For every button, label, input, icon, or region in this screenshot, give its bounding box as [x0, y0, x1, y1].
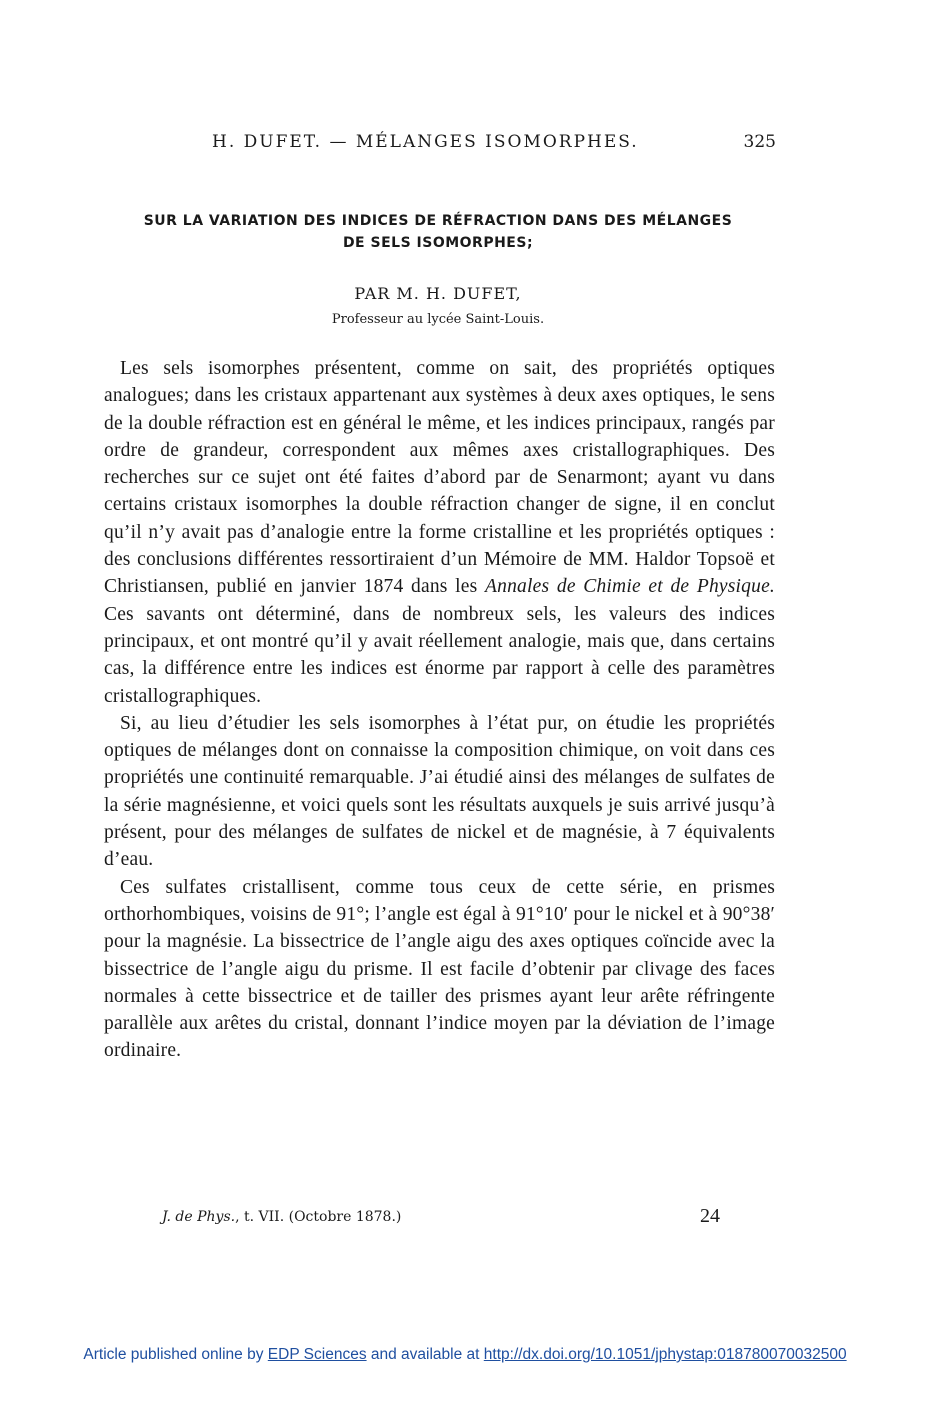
signature-mark: 24 — [700, 1205, 720, 1227]
author-byline: PAR M. H. DUFET, — [354, 284, 522, 303]
paragraph-2: Si, au lieu d’étudier les sels isomorphes à l’état pur, on étudie les propriétés optiques de mélanges dont on connaisse la composition chimique, on voit dans ces propriétés une continuité remarquable. J’ai étudié ainsi des mélanges de sulfates de la série magnésienne, et voici quels sont les résultats auxquels je suis arrivé jusqu’à présent, pour des mélanges de sulfates de nickel et de magnésie, à 7 équivalents d’eau. — [104, 712, 775, 871]
page-footer — [100, 1205, 776, 1233]
running-head — [100, 132, 776, 158]
publisher-prefix: Article published online by — [83, 1346, 268, 1363]
publisher-link[interactable]: EDP Sciences — [267, 1346, 367, 1363]
running-title: H. DUFET. — MÉLANGES ISOMORPHES. — [212, 132, 639, 152]
paragraph-3: Ces sulfates cristallisent, comme tous ceux de cette série, en prismes orthorhombiques, voisins de 91°; l’angle est égal à 91°10′ pour le nickel et à 90°38′ pour la magnésie. La bissectrice de l’angle aigu des axes optiques coïncide avec la bissectrice de l’angle aigu du prisme. Il est facile d’obtenir par clivage des faces normales à cette bissectrice et de tailler des prismes ayant leur arête réfringente parallèle aux arêtes du cristal, donnant l’indice moyen par la déviation de l’image ordinaire. — [104, 876, 775, 1062]
article-body — [104, 355, 775, 1065]
footer-journal-abbrev: J. de Phys. — [162, 1209, 236, 1225]
article-title-line-2: DE SELS ISOMORPHES; — [342, 235, 534, 251]
author-affiliation: Professeur au lycée Saint-Louis. — [331, 312, 545, 327]
footer-citation-rest: , t. VII. (Octobre 1878.) — [235, 1209, 402, 1225]
footer-citation — [162, 1209, 401, 1225]
paragraph-1-part-a: Les sels isomorphes présentent, comme on sait, des propriétés optiques analogues; dans les cristaux appartenant aux systèmes à deux axes optiques, le sens de la double réfraction est en général le même, et les indices principaux, rangés par ordre de grandeur, correspondent aux mêmes axes cristallographiques. Des recherches sur ce sujet ont été faites d’abord par de Senarmont; ayant vu dans certains cristaux isomorphes la double réfraction changer de signe, il en conclut qu’il n’y avait pas d’analogie entre la forme cristalline et les propriétés optiques : des conclusions différentes ressortiraient d’un Mémoire de MM. Haldor Topsoë et Christiansen, publié en janvier 1874 dans les — [104, 358, 775, 598]
article-title-line-1: SUR LA VARIATION DES INDICES DE RÉFRACTION DANS DES MÉLANGES — [143, 213, 733, 229]
paragraph-1 — [104, 355, 775, 710]
journal-reference: Annales de Chimie et de Physique. — [485, 576, 776, 598]
paragraph-1-part-b: Ces savants ont déterminé, dans de nombreux sels, les valeurs des indices principaux, et ont montré qu’il y avait réellement analogie, mais que, dans certains cas, la différence entre les indices est énorme par rapport à celle des paramètres cristallographiques. — [104, 603, 775, 707]
page-number: 325 — [743, 132, 776, 152]
publisher-middle: and available at — [366, 1346, 484, 1363]
doi-link[interactable]: http://dx.doi.org/10.1051/jphystap:018780070032500 — [483, 1346, 847, 1363]
publisher-notice — [0, 1346, 930, 1364]
article-title — [100, 210, 776, 254]
